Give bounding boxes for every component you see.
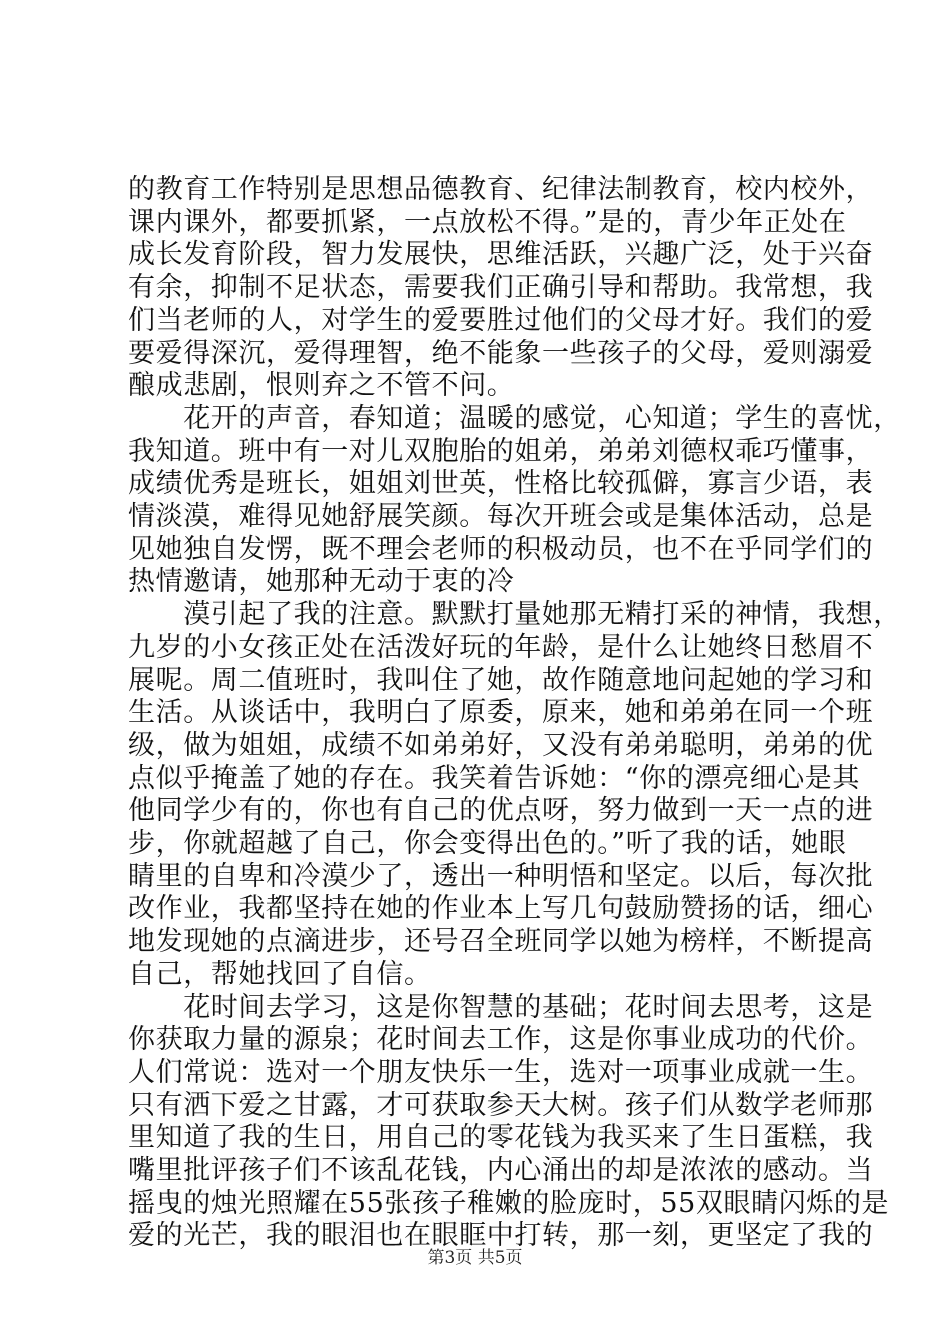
text-line: 睛里的自卑和冷漠少了，透出一种明悟和坚定。以后，每次批 (128, 860, 874, 892)
text-line: 只有洒下爱之甘露，才可获取参天大树。孩子们从数学老师那 (128, 1089, 874, 1121)
text-line: 嘴里批评孩子们不该乱花钱，内心涌出的却是浓浓的感动。当 (128, 1155, 874, 1186)
text-line: 要爱得深沉，爱得理智，绝不能象一些孩子的父母，爱则溺爱 (128, 337, 874, 369)
text-line: 情淡漠，难得见她舒展笑颜。每次开班会或是集体活动，总是 (128, 501, 874, 532)
text-line: 花时间去学习，这是你智慧的基础；花时间去思考，这是 (128, 991, 874, 1023)
page-number: 第3页 共5页 (427, 1248, 523, 1268)
text-line: 地发现她的点滴进步，还号召全班同学以她为榜样，不断提高 (128, 926, 874, 958)
text-line: 见她独自发愣，既不理会老师的积极动员，也不在乎同学们的 (128, 533, 874, 565)
text-line: 成绩优秀是班长，姐姐刘世英，性格比较孤僻，寡言少语，表 (128, 468, 874, 500)
text-line: 成长发育阶段，智力发展快，思维活跃，兴趣广泛，处于兴奋 (128, 239, 874, 271)
text-line: 里知道了我的生日，用自己的零花钱为我买来了生日蛋糕，我 (128, 1122, 874, 1154)
text-line: 人们常说：选对一个朋友快乐一生，选对一项事业成就一生。 (128, 1056, 874, 1088)
text-line: 我知道。班中有一对儿双胞胎的姐弟，弟弟刘德权乖巧懂事， (128, 435, 874, 467)
text-line: 级，做为姐姐，成绩不如弟弟好，又没有弟弟聪明，弟弟的优 (128, 729, 874, 761)
text-line: 课内课外，都要抓紧，一点放松不得。”是的，青少年正处在 (128, 206, 847, 238)
text-line: 步，你就超越了自己，你会变得出色的。”听了我的话，她眼 (128, 828, 847, 859)
text-line: 的教育工作特别是思想品德教育、纪律法制教育，校内校外， (128, 174, 874, 205)
text-line: 改作业，我都坚持在她的作业本上写几句鼓励赞扬的话，细心 (128, 893, 874, 925)
text-line: 展呢。周二值班时，我叫住了她，故作随意地问起她的学习和 (128, 664, 874, 696)
text-line: 他同学少有的，你也有自己的优点呀，努力做到一天一点的进 (128, 795, 874, 827)
text-line: 花开的声音，春知道；温暖的感觉，心知道；学生的喜忧， (128, 402, 901, 434)
text-line: 摇曳的烛光照耀在55张孩子稚嫩的脸庞时，55双眼睛闪烁的是 (128, 1187, 890, 1219)
text-line: 自己，帮她找回了自信。 (128, 958, 432, 990)
text-line: 九岁的小女孩正处在活泼好玩的年龄，是什么让她终日愁眉不 (128, 631, 874, 663)
text-line: 们当老师的人，对学生的爱要胜过他们的父母才好。我们的爱 (128, 304, 874, 336)
text-line: 有余，抑制不足状态，需要我们正确引导和帮助。我常想，我 (128, 272, 874, 304)
text-line: 热情邀请，她那种无动于衷的冷 (128, 566, 515, 598)
text-line-last: 爱的光芒，我的眼泪也在眼眶中打转，那一刻，更坚定了我的 (128, 1220, 874, 1252)
text-line: 生活。从谈话中，我明白了原委，原来，她和弟弟在同一个班 (128, 697, 874, 729)
text-line: 点似乎掩盖了她的存在。我笑着告诉她：“你的漂亮细心是其 (128, 762, 861, 794)
text-line: 漠引起了我的注意。默默打量她那无精打采的神情，我想， (128, 599, 901, 631)
text-line: 你获取力量的源泉；花时间去工作，这是你事业成功的代价。 (128, 1024, 874, 1056)
text-line: 酿成悲剧，恨则弃之不管不问。 (128, 370, 515, 402)
